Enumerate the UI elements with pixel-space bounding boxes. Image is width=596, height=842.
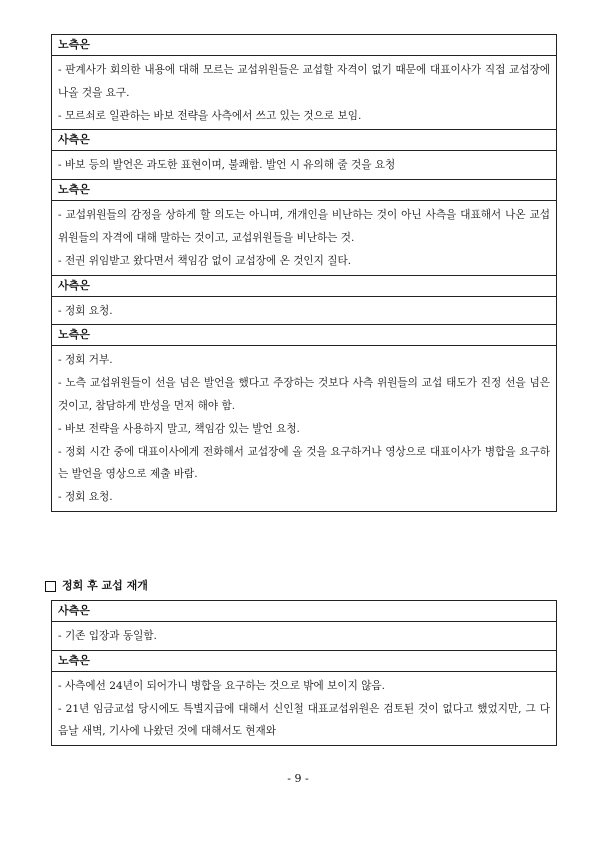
speaker-label: 노측은: [52, 180, 557, 201]
statement-cell: [52, 151, 557, 180]
statement-row: [52, 622, 557, 651]
negotiation-log-table: [51, 34, 557, 512]
statement-paragraph: - 정회 거부.: [58, 354, 113, 367]
statement-cell: [52, 671, 557, 745]
speaker-row: [52, 650, 557, 671]
speaker-row: [52, 325, 557, 346]
speaker-label: 노측은: [52, 35, 557, 56]
statement-paragraph: - 모르쇠로 일관하는 바보 전략을 사측에서 쓰고 있는 것으로 보임.: [58, 109, 362, 122]
statement-paragraph: - 전권 위임받고 왔다면서 책임감 없이 교섭장에 온 것인지 질타.: [58, 254, 352, 267]
statement-paragraph: - 기존 입장과 동일함.: [58, 630, 157, 642]
statement-paragraph: - 21년 임금교섭 당시에도 특별지급에 대해서 신인철 대표교섭위원은 검토된 것이 없다고 했었지만, 그 다음날 새벽, 기사에 나왔던 것에 대해서도 현재와: [58, 702, 550, 738]
statement-cell: [52, 56, 557, 130]
speaker-label: 노측은: [52, 325, 557, 346]
speaker-row: [52, 601, 557, 622]
statement-row: [52, 296, 557, 325]
statement-row: [52, 56, 557, 130]
statement-cell: [52, 346, 557, 512]
checkbox-bullet-icon: [45, 581, 56, 592]
statement-paragraph: - 정회 시간 중에 대표이사에게 전화해서 교섭장에 올 것을 요구하거나 영상으로 대표이사가 병합을 요구하는 발언을 영상으로 제출 바람.: [58, 445, 550, 481]
section-heading-text: 정회 후 교섭 재개: [62, 579, 148, 592]
statement-paragraph: - 노측 교섭위원들이 선을 넘은 발언을 했다고 주장하는 것보다 사측 위원들의 교섭 태도가 진정 선을 넘은 것이고, 참담하게 반성을 먼저 해야 함.: [58, 377, 550, 412]
page-number: - 9 -: [287, 772, 309, 785]
statement-row: [52, 151, 557, 180]
statement-row: [52, 346, 557, 512]
speaker-label: 사측은: [52, 275, 557, 296]
statement-paragraph: - 정회 요청.: [58, 491, 113, 504]
statement-paragraph: - 정회 요청.: [58, 304, 113, 317]
speaker-label: 사측은: [52, 601, 557, 622]
statement-cell: [52, 296, 557, 325]
section-heading: [45, 578, 148, 594]
statement-row: [52, 671, 557, 745]
statement-paragraph: - 바보 등의 발언은 과도한 표현이며, 불쾌함. 발언 시 유의해 줄 것을 요청: [58, 159, 396, 172]
statement-paragraph: - 사측에선 24년이 되어가니 병합을 요구하는 것으로 밖에 보이지 않음.: [58, 679, 386, 692]
statement-paragraph: - 교섭위원들의 감정을 상하게 할 의도는 아니며, 개개인을 비난하는 것이 아닌 사측을 대표해서 나온 교섭위원들의 자격에 대해 말하는 것이고, 교섭위원들을 비난하는 것.: [58, 209, 550, 244]
statement-row: [52, 201, 557, 275]
statement-cell: [52, 201, 557, 275]
speaker-row: [52, 35, 557, 56]
statement-paragraph: - 바보 전략을 사용하지 말고, 책임감 있는 발언 요청.: [58, 422, 300, 435]
speaker-label: 노측은: [52, 650, 557, 671]
statement-cell: [52, 622, 557, 651]
speaker-row: [52, 130, 557, 151]
speaker-row: [52, 275, 557, 296]
speaker-row: [52, 180, 557, 201]
statement-paragraph: - 판계사가 회의한 내용에 대해 모르는 교섭위원들은 교섭할 자격이 없기 때문에 대표이사가 직접 교섭장에 나올 것을 요구.: [58, 64, 550, 99]
speaker-label: 사측은: [52, 130, 557, 151]
resumed-negotiation-table: [51, 600, 557, 746]
